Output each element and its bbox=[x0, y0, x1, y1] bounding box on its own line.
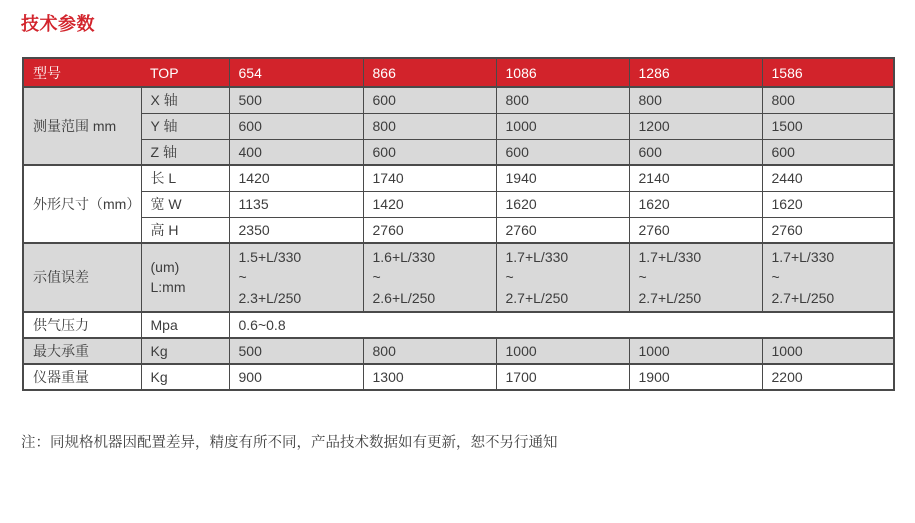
row-indication-error bbox=[23, 243, 894, 312]
header-model-654: 654 bbox=[229, 58, 363, 87]
sublabel-error-unit bbox=[141, 243, 229, 312]
cell-length-1086: 1940 bbox=[496, 165, 629, 191]
cell-x-1286: 800 bbox=[629, 87, 762, 113]
cell-length-654: 1420 bbox=[229, 165, 363, 191]
cell-air-pressure-value: 0.6~0.8 bbox=[229, 312, 894, 338]
cell-error-866: 1.6+L/330 ~ 2.6+L/250 bbox=[363, 243, 496, 312]
label-weight: 仪器重量 bbox=[23, 364, 141, 390]
cell-maxload-866: 800 bbox=[363, 338, 496, 364]
header-model-1086: 1086 bbox=[496, 58, 629, 87]
cell-weight-866: 1300 bbox=[363, 364, 496, 390]
row-measure-z bbox=[23, 139, 894, 165]
row-dim-height bbox=[23, 217, 894, 243]
error-unit-line1: (um) bbox=[150, 259, 180, 276]
sublabel-z-axis: Z 轴 bbox=[141, 139, 229, 165]
cell-height-1086: 2760 bbox=[496, 217, 629, 243]
cell-maxload-1586: 1000 bbox=[762, 338, 894, 364]
row-max-load bbox=[23, 338, 894, 364]
sublabel-length: 长 L bbox=[141, 165, 229, 191]
cell-z-654: 400 bbox=[229, 139, 363, 165]
header-model-label: 型号 bbox=[23, 58, 141, 87]
cell-maxload-1086: 1000 bbox=[496, 338, 629, 364]
cell-weight-1586: 2200 bbox=[762, 364, 894, 390]
header-row bbox=[23, 58, 894, 87]
cell-z-1086: 600 bbox=[496, 139, 629, 165]
cell-weight-1286: 1900 bbox=[629, 364, 762, 390]
cell-y-866: 800 bbox=[363, 113, 496, 139]
label-indication-error: 示值误差 bbox=[23, 243, 141, 312]
cell-width-1586: 1620 bbox=[762, 191, 894, 217]
cell-length-866: 1740 bbox=[363, 165, 496, 191]
cell-y-654: 600 bbox=[229, 113, 363, 139]
page-title: 技术参数 bbox=[21, 14, 95, 34]
cell-error-1286: 1.7+L/330 ~ 2.7+L/250 bbox=[629, 243, 762, 312]
cell-x-1086: 800 bbox=[496, 87, 629, 113]
label-air-pressure: 供气压力 bbox=[23, 312, 141, 338]
cell-height-1286: 2760 bbox=[629, 217, 762, 243]
cell-height-866: 2760 bbox=[363, 217, 496, 243]
cell-y-1586: 1500 bbox=[762, 113, 894, 139]
header-model-1586: 1586 bbox=[762, 58, 894, 87]
cell-height-654: 2350 bbox=[229, 217, 363, 243]
header-top-label: TOP bbox=[141, 58, 229, 87]
cell-width-866: 1420 bbox=[363, 191, 496, 217]
sublabel-width: 宽 W bbox=[141, 191, 229, 217]
cell-x-1586: 800 bbox=[762, 87, 894, 113]
row-dim-length bbox=[23, 165, 894, 191]
spec-table bbox=[22, 57, 895, 391]
row-air-pressure bbox=[23, 312, 894, 338]
cell-length-1286: 2140 bbox=[629, 165, 762, 191]
cell-y-1086: 1000 bbox=[496, 113, 629, 139]
cell-y-1286: 1200 bbox=[629, 113, 762, 139]
cell-weight-654: 900 bbox=[229, 364, 363, 390]
sublabel-maxload-unit: Kg bbox=[141, 338, 229, 364]
cell-width-1086: 1620 bbox=[496, 191, 629, 217]
header-model-866: 866 bbox=[363, 58, 496, 87]
cell-z-866: 600 bbox=[363, 139, 496, 165]
row-weight bbox=[23, 364, 894, 390]
sublabel-height: 高 H bbox=[141, 217, 229, 243]
sublabel-air-unit: Mpa bbox=[141, 312, 229, 338]
cell-z-1286: 600 bbox=[629, 139, 762, 165]
label-max-load: 最大承重 bbox=[23, 338, 141, 364]
cell-weight-1086: 1700 bbox=[496, 364, 629, 390]
cell-x-654: 500 bbox=[229, 87, 363, 113]
cell-error-1086: 1.7+L/330 ~ 2.7+L/250 bbox=[496, 243, 629, 312]
error-unit-line2: L:mm bbox=[150, 279, 186, 296]
cell-error-654: 1.5+L/330 ~ 2.3+L/250 bbox=[229, 243, 363, 312]
sublabel-x-axis: X 轴 bbox=[141, 87, 229, 113]
label-dimensions: 外形尺寸（mm） bbox=[23, 165, 141, 243]
cell-length-1586: 2440 bbox=[762, 165, 894, 191]
row-dim-width bbox=[23, 191, 894, 217]
sublabel-y-axis: Y 轴 bbox=[141, 113, 229, 139]
label-measure-range: 测量范围 mm bbox=[23, 87, 141, 165]
row-measure-x bbox=[23, 87, 894, 113]
cell-z-1586: 600 bbox=[762, 139, 894, 165]
sublabel-weight-unit: Kg bbox=[141, 364, 229, 390]
cell-x-866: 600 bbox=[363, 87, 496, 113]
cell-maxload-654: 500 bbox=[229, 338, 363, 364]
cell-height-1586: 2760 bbox=[762, 217, 894, 243]
header-model-1286: 1286 bbox=[629, 58, 762, 87]
cell-width-1286: 1620 bbox=[629, 191, 762, 217]
row-measure-y bbox=[23, 113, 894, 139]
cell-width-654: 1135 bbox=[229, 191, 363, 217]
cell-error-1586: 1.7+L/330 ~ 2.7+L/250 bbox=[762, 243, 894, 312]
footnote: 注：同规格机器因配置差异，精度有所不同，产品技术数据如有更新，恕不另行通知 bbox=[21, 435, 558, 451]
cell-maxload-1286: 1000 bbox=[629, 338, 762, 364]
